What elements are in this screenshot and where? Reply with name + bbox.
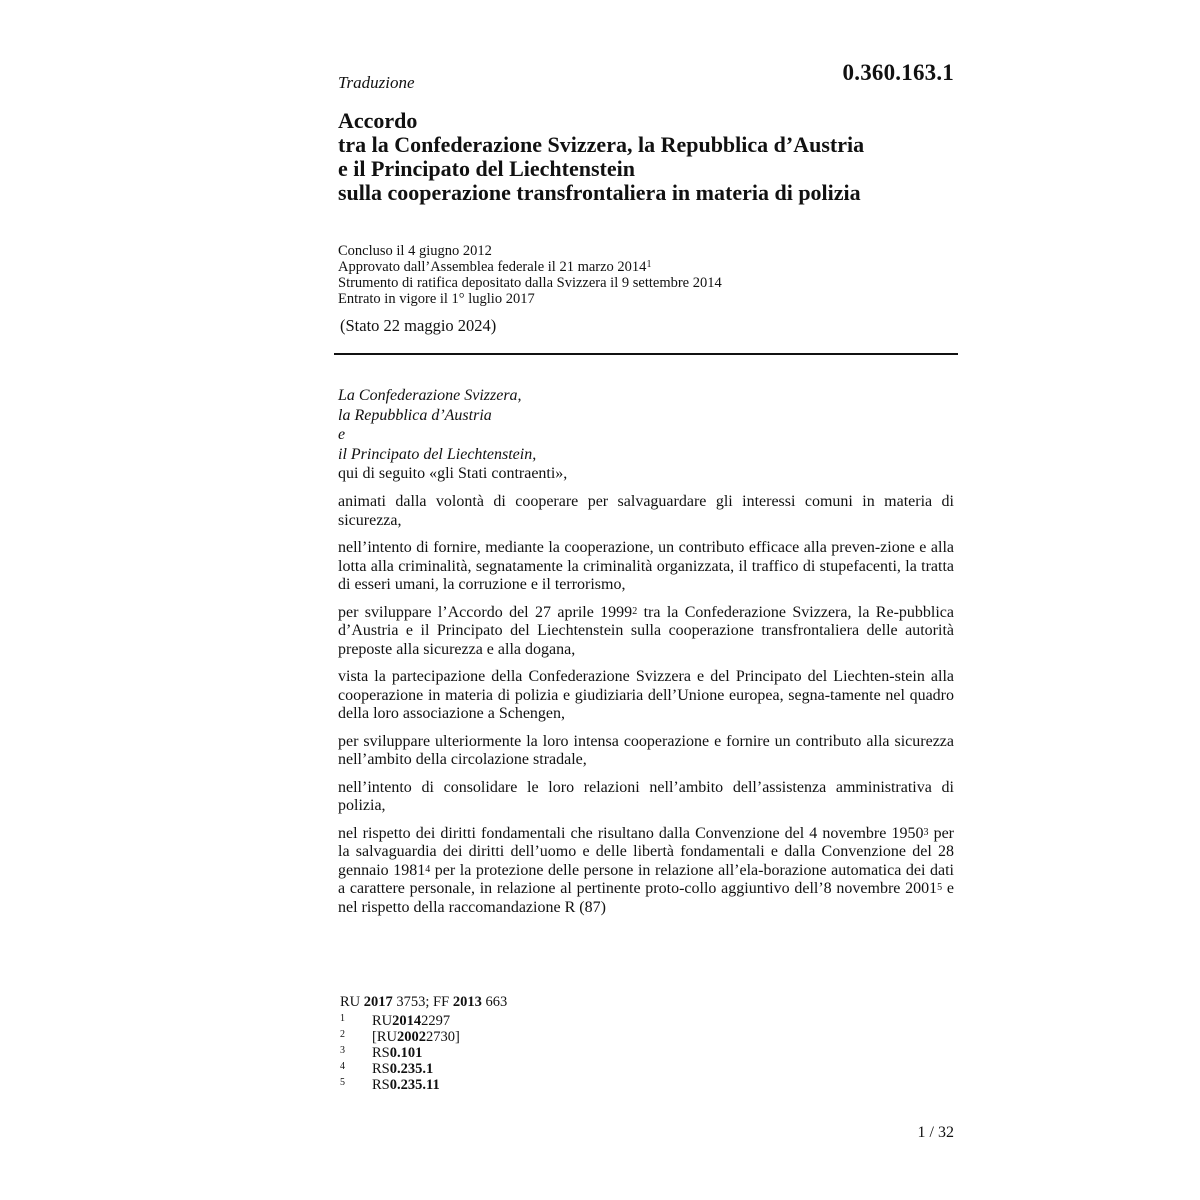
footnote-ref-4[interactable]: 4 xyxy=(425,863,431,875)
preamble-paragraph: animati dalla volontà di cooperare per salvaguardare gli interessi comuni in materia di sicurezza, xyxy=(338,493,954,529)
footnotes xyxy=(340,994,507,1093)
preamble-paragraph: per sviluppare ulteriormente la loro intensa cooperazione e fornire un contributo alla sicurezza nell’ambito della circolazione stradale, xyxy=(338,732,954,768)
footnote-ref-2[interactable]: 2 xyxy=(632,605,638,617)
approved-text: Approvato dall’Assemblea federale il 21 marzo 2014 xyxy=(338,259,647,275)
concluded-date: Concluso il 4 giugno 2012 xyxy=(338,243,492,259)
in-force-date: Entrato in vigore il 1° luglio 2017 xyxy=(338,291,535,307)
footnote-year: 2014 xyxy=(392,1013,422,1029)
source-reference xyxy=(340,994,507,1010)
preamble xyxy=(338,493,954,926)
party-liechtenstein: il Principato del Liechtenstein, xyxy=(338,445,537,463)
footnote-code: 0.235.1 xyxy=(389,1061,434,1077)
footnote-number: 5 xyxy=(340,1077,345,1088)
footnote-number: 3 xyxy=(340,1045,345,1056)
footnote-number: 4 xyxy=(340,1061,345,1072)
status-date: (Stato 22 maggio 2024) xyxy=(340,316,497,335)
title-line-4: sulla cooperazione transfrontaliera in materia di polizia xyxy=(338,180,861,205)
source-ru-label: RU xyxy=(340,994,364,1010)
source-ru-page: 3753; FF xyxy=(392,994,453,1010)
party-conjunction: e xyxy=(338,426,346,443)
document-metadata xyxy=(338,243,722,307)
footnote-suffix: 2297 xyxy=(421,1013,451,1029)
approved-date xyxy=(338,259,722,275)
footnote-ref-1[interactable]: 1 xyxy=(646,259,652,270)
preamble-paragraph: nell’intento di fornire, mediante la cooperazione, un contributo efficace alla preven-zione e alla lotta alla criminalità, segnatamente la criminalità organizzata, il traffico di stupefacenti, la tratta di esseri umani, la corruzione e il terrorismo, xyxy=(338,539,954,593)
footnote-code: 0.235.11 xyxy=(389,1077,440,1093)
footnote-5 xyxy=(340,1077,507,1093)
title-line-2: tra la Confederazione Svizzera, la Repubblica d’Austria xyxy=(338,132,865,157)
preamble-paragraph xyxy=(338,604,954,660)
document-title xyxy=(338,109,978,205)
footnote-number: 1 xyxy=(340,1013,345,1024)
ratification-date: Strumento di ratifica depositato dalla Svizzera il 9 settembre 2014 xyxy=(338,275,722,291)
title-line-3: e il Principato del Liechtenstein xyxy=(338,156,635,181)
footnote-prefix: [RU xyxy=(372,1029,397,1045)
preamble-text: per la protezione delle persone in relazione all’ela-borazione automatica dei dati a carattere personale, in relazione al pertinente proto-collo aggiuntivo dell’8 novembre 2001 xyxy=(338,861,954,897)
footnote-prefix: RS xyxy=(372,1077,390,1093)
rs-number: 0.360.163.1 xyxy=(842,60,954,85)
footnote-prefix: RS xyxy=(372,1061,390,1077)
preamble-text: tra la Confederazione Svizzera, la Re-pubblica d’Austria e il Principato del Liechtenstein sulla cooperazione transfrontaliera delle autorità preposte alla sicurezza e alla dogana, xyxy=(338,603,954,658)
preamble-paragraph: nell’intento di consolidare le loro relazioni nell’ambito dell’assistenza amministrativa di polizia, xyxy=(338,778,954,814)
source-ru-year: 2017 xyxy=(363,994,393,1010)
footnote-number: 2 xyxy=(340,1029,345,1040)
translation-label: Traduzione xyxy=(338,73,415,92)
source-ff-year: 2013 xyxy=(452,994,482,1010)
contracting-parties xyxy=(338,386,567,484)
title-line-1: Accordo xyxy=(338,108,418,133)
preamble-paragraph: vista la partecipazione della Confederazione Svizzera e del Principato del Liechten-stein alla cooperazione in materia di polizia e giudiziaria dell’Unione europea, segna-tamente nel quadro della loro associazione a Schengen, xyxy=(338,668,954,722)
page-number: 1 / 32 xyxy=(917,1124,954,1141)
source-ff-page: 663 xyxy=(481,994,508,1010)
header-divider xyxy=(334,353,958,355)
footnote-suffix: 2730] xyxy=(425,1029,460,1045)
party-switzerland: La Confederazione Svizzera, xyxy=(338,387,522,404)
preamble-text: nel rispetto dei diritti fondamentali che risultano dalla Convenzione del 4 novembre 1950 xyxy=(338,824,924,842)
footnote-year: 2002 xyxy=(396,1029,426,1045)
footnote-ref-5[interactable]: 5 xyxy=(937,882,943,893)
party-austria: la Repubblica d’Austria xyxy=(338,406,492,424)
preamble-text: per la salvaguardia dei diritti dell’uomo e delle libertà fondamentali e dalla Convenzione del 28 gennaio 1981 xyxy=(338,824,954,879)
parties-definition: qui di seguito «gli Stati contraenti», xyxy=(338,465,568,482)
footnote-prefix: RS xyxy=(372,1045,390,1061)
footnote-ref-3[interactable]: 3 xyxy=(923,826,929,838)
preamble-text: per sviluppare l’Accordo del 27 aprile 1999 xyxy=(338,603,633,621)
footnote-prefix: RU xyxy=(372,1013,393,1029)
preamble-paragraph xyxy=(338,825,954,918)
footnote-code: 0.101 xyxy=(389,1045,423,1061)
preamble-text: e nel rispetto della raccomandazione R (87) xyxy=(338,880,954,916)
